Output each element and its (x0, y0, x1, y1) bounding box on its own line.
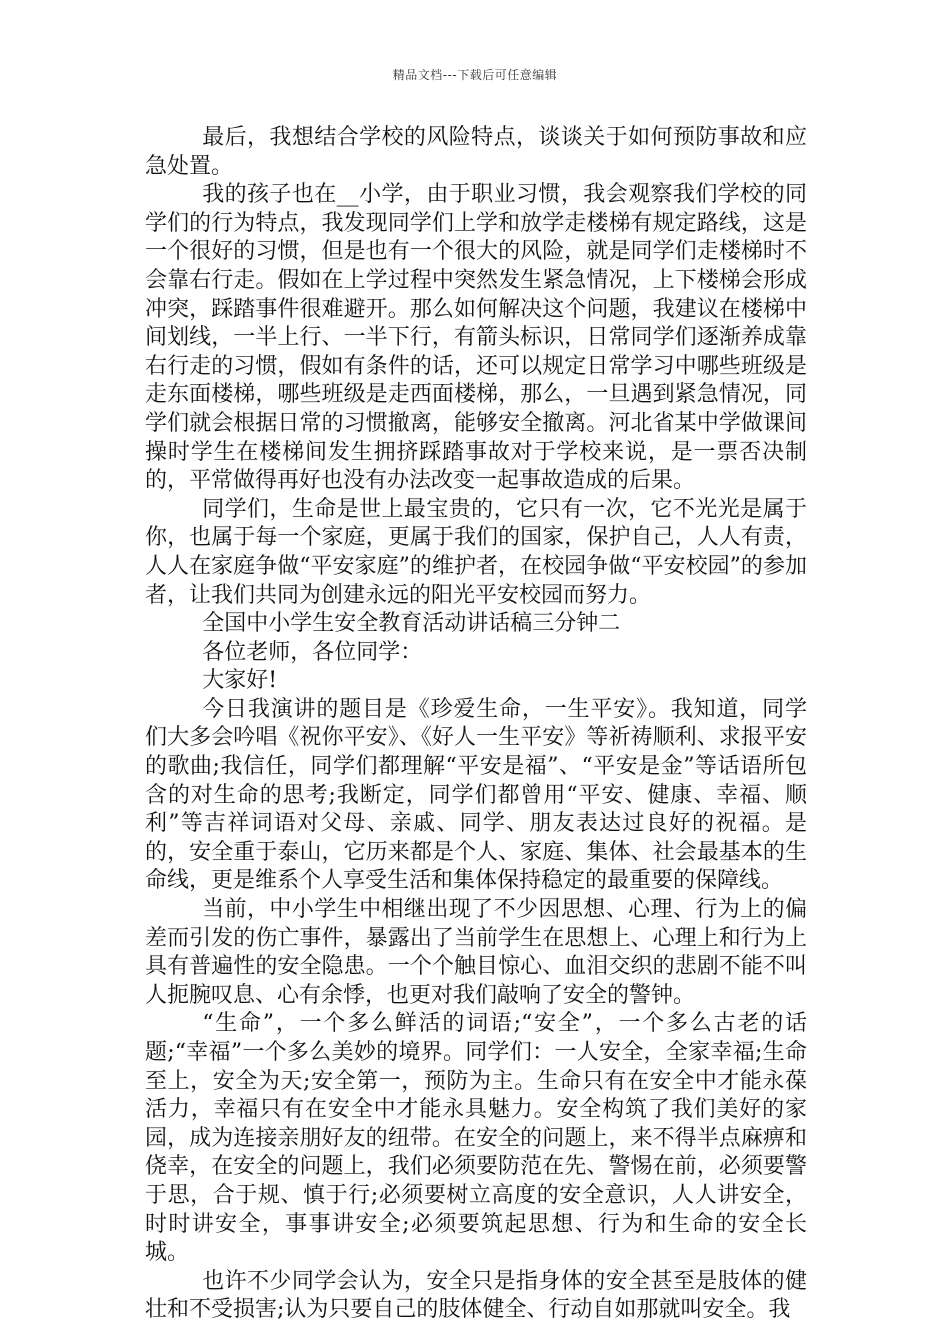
paragraph: 我的孩子也在__小学，由于职业习惯，我会观察我们学校的同学们的行为特点，我发现同学们上学和放学走楼梯有规定路线，这是一个很好的习惯，但是也有一个很大的风险，就是同学们走楼梯时不会靠右行走。假如在上学过程中突然发生紧急情况，上下楼梯会形成冲突，踩踏事件很难避开。那么如何解决这个问题，我建议在楼梯中间划线，一半上行、一半下行，有箭头标识，日常同学们逐渐养成靠右行走的习惯，假如有条件的话，还可以规定日常学习中哪些班级是走东面楼梯，哪些班级是走西面楼梯，那么，一旦遇到紧急情况，同学们就会根据日常的习惯撤离，能够安全撤离。河北省某中学做课间操时学生在楼梯间发生拥挤踩踏事故对于学校来说，是一票否决制的，平常做得再好也没有办法改变一起事故造成的后果。 (145, 182, 807, 494)
salutation: 各位老师，各位同学： (202, 639, 423, 665)
paragraph: 最后，我想结合学校的风险特点，谈谈关于如何预防事故和应急处置。 (145, 125, 807, 179)
section-title: 全国中小学生安全教育活动讲话稿三分钟二 (202, 611, 621, 637)
paragraph: 当前，中小学生中相继出现了不少因思想、心理、行为上的偏差而引发的伤亡事件，暴露出了当前学生在思想上、心理上和行为上具有普遍性的安全隐患。一个个触目惊心、血泪交织的悲剧不能不叫人扼腕叹息、心有余悸，也更对我们敲响了安全的警钟。 (145, 897, 807, 1008)
paragraph: 同学们，生命是世上最宝贵的，它只有一次，它不光光是属于你，也属于每一个家庭，更属于我们的国家，保护自己，人人有责，人人在家庭争做“平安家庭”的维护者，在校园争做“平安校园”的参加者，让我们共同为创建永远的阳光平安校园而努力。 (145, 496, 807, 608)
greeting: 大家好! (202, 668, 278, 694)
paragraph: “生命”，一个多么鲜活的词语;“安全”，一个多么古老的话题;“幸福”一个多么美妙的境界。同学们：一人安全，全家幸福;生命至上，安全为天;安全第一，预防为主。生命只有在安全中才能永葆活力，幸福只有在安全中才能永具魅力。安全构筑了我们美好的家园，成为连接亲朋好友的纽带。在安全的问题上，来不得半点麻痹和侥幸，在安全的问题上，我们必须要防范在先、警惕在前，必须要警于思，合于规、慎于行;必须要树立高度的安全意识，人人讲安全，时时讲安全，事事讲安全;必须要筑起思想、行为和生命的安全长城。 (145, 1011, 807, 1266)
paragraph: 今日我演讲的题目是《珍爱生命，一生平安》。我知道，同学们大多会吟唱《祝你平安》、《好人一生平安》等祈祷顺利、求报平安的歌曲;我信任，同学们都理解“平安是福”、“平安是金”等话语所包含的对生命的思考;我断定，同学们都曾用“平安、健康、幸福、顺利”等吉祥词语对父母、亲戚、同学、朋友表达过良好的祝福。是的，安全重于泰山，它历来都是个人、家庭、集体、社会最基本的生命线，更是维系个人享受生活和集体保持稳定的最重要的保障线。 (145, 696, 807, 894)
document-body (145, 124, 807, 1325)
page-header: 精品文档---下载后可任意编辑 (392, 68, 558, 82)
paragraph: 也许不少同学会认为，安全只是指身体的安全甚至是肢体的健壮和不受损害;认为只要自己的肢体健全、行动自如那就叫安全。我 (145, 1268, 807, 1323)
